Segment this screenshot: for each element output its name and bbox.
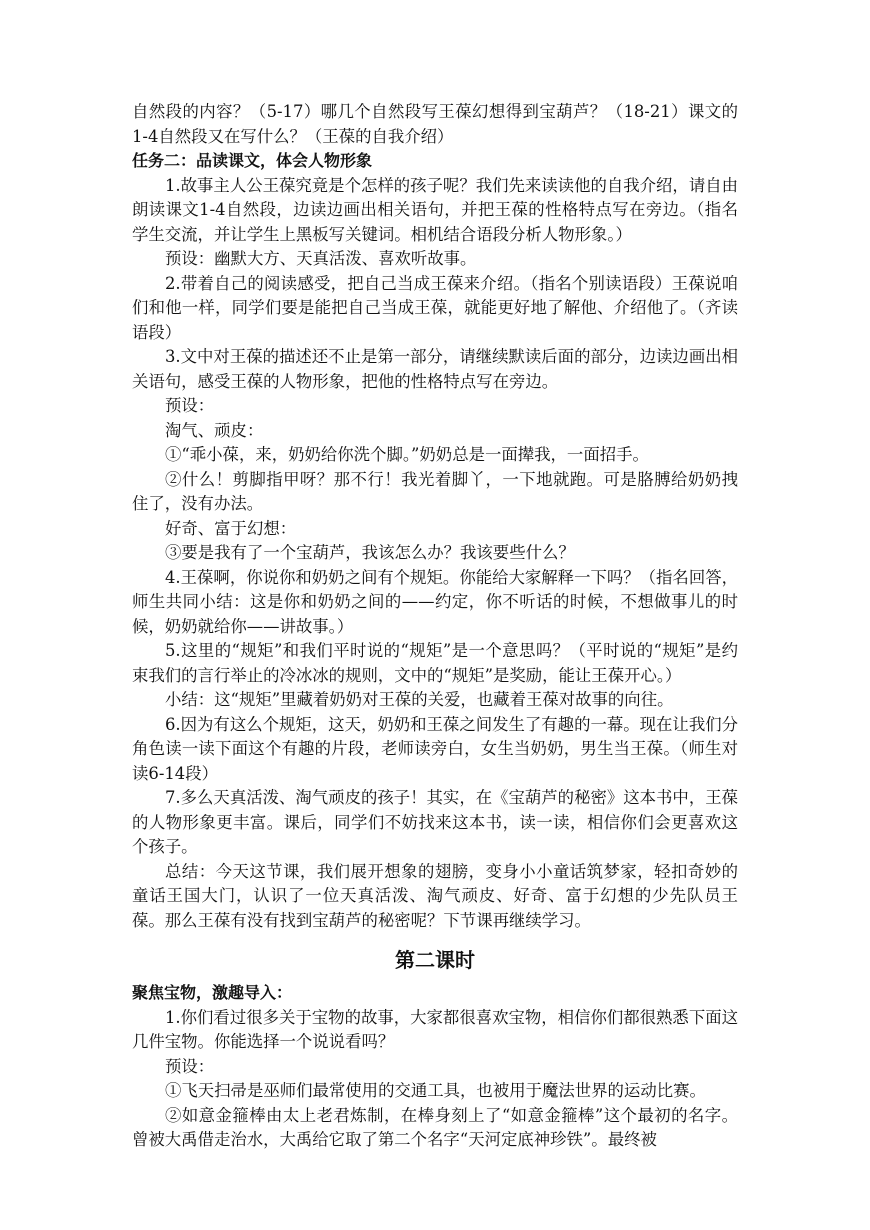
task-two-heading: 任务二：品读课文，体会人物形象 — [132, 151, 373, 170]
preset-1: 预设：幽默大方、天真活泼、喜欢听故事。 — [165, 249, 477, 268]
preset-label: 预设： — [165, 396, 215, 415]
quote-2: ②什么！剪脚指甲呀？那不行！我光着脚丫，一下地就跑。可是胳膊给奶奶拽住了，没有办法。 — [132, 469, 738, 513]
step-3: 3.文中对王葆的描述还不止是第一部分，请继续默读后面的部分，边读边画出相关语句，感受王葆的人物形象，把他的性格特点写在旁边。 — [132, 347, 738, 391]
trait-naughty: 淘气、顽皮： — [165, 420, 264, 440]
lesson-two-title: 第二课时 — [395, 948, 475, 972]
para-continuation: 自然段的内容？（5-17）哪几个自然段写王葆幻想得到宝葫芦？（18-21）课文的1-4自然段又在写什么？（王葆的自我介绍） — [132, 102, 738, 146]
step-6: 6.因为有这么个规矩，这天，奶奶和王葆之间发生了有趣的一幕。现在让我们分角色读一读下面这个有趣的片段，老师读旁白，女生当奶奶，男生当王葆。（师生对读6-14段） — [132, 714, 738, 783]
conclusion: 总结：今天这节课，我们展开想象的翅膀，变身小小童话筑梦家，轻扣奇妙的童话王国大门，认识了一位天真活泼、淘气顽皮、好奇、富于幻想的少先队员王葆。那么王葆有没有找到宝葫芦的秘密呢？下节课再继续学习。 — [132, 861, 738, 930]
intro-step-1: 1.你们看过很多关于宝物的故事，大家都很喜欢宝物，相信你们都很熟悉下面这几件宝物。你能选择一个说说看吗？ — [132, 1007, 738, 1051]
intro-heading: 聚焦宝物，激趣导入： — [132, 983, 293, 1002]
quote-3: ③要是我有了一个宝葫芦，我该怎么办？我该要些什么？ — [165, 543, 575, 562]
step-7: 7.多么天真活泼、淘气顽皮的孩子！其实，在《宝葫芦的秘密》这本书中，王葆的人物形象更丰富。课后，同学们不妨找来这本书，读一读，相信你们会更喜欢这个孩子。 — [132, 788, 738, 856]
step-5: 5.这里的“规矩”和我们平时说的“规矩”是一个意思吗？（平时说的“规矩”是约束我们的言行举止的冷冰冰的规则，文中的“规矩”是奖励，能让王葆开心。） — [132, 641, 738, 685]
step-4: 4.王葆啊，你说你和奶奶之间有个规矩。你能给大家解释一下吗？（指名回答，师生共同小结：这是你和奶奶之间的——约定，你不听话的时候，不想做事儿的时候，奶奶就给你——讲故事。） — [132, 567, 738, 636]
quote-1: ①“乖小葆，来，奶奶给你洗个脚。”奶奶总是一面撵我，一面招手。 — [165, 445, 649, 464]
preset-label-2: 预设： — [165, 1056, 215, 1076]
summary-1: 小结：这“规矩”里藏着奶奶对王葆的关爱，也藏着王葆对故事的向往。 — [165, 690, 674, 709]
document-page — [132, 100, 738, 1153]
step-2: 2.带着自己的阅读感受，把自己当成王葆来介绍。（指名个别读语段）王葆说咱们和他一样，同学们要是能把自己当成王葆，就能更好地了解他、介绍他了。（齐读语段） — [132, 273, 738, 342]
item-broom: ①飞天扫帚是巫师们最常使用的交通工具，也被用于魔法世界的运动比赛。 — [165, 1081, 706, 1100]
item-staff: ②如意金箍棒由太上老君炼制，在棒身刻上了“如意金箍棒”这个最初的名字。曾被大禹借走治水，大禹给它取了第二个名字“天河定底神珍铁”。最终被 — [132, 1105, 738, 1149]
trait-curious: 好奇、富于幻想： — [165, 518, 297, 538]
step-1: 1.故事主人公王葆究竟是个怎样的孩子呢？我们先来读读他的自我介绍，请自由朗读课文1-4自然段，边读边画出相关语句，并把王葆的性格特点写在旁边。（指名学生交流，并让学生上黑板写关键词。相机结合语段分析人物形象。） — [132, 175, 738, 244]
